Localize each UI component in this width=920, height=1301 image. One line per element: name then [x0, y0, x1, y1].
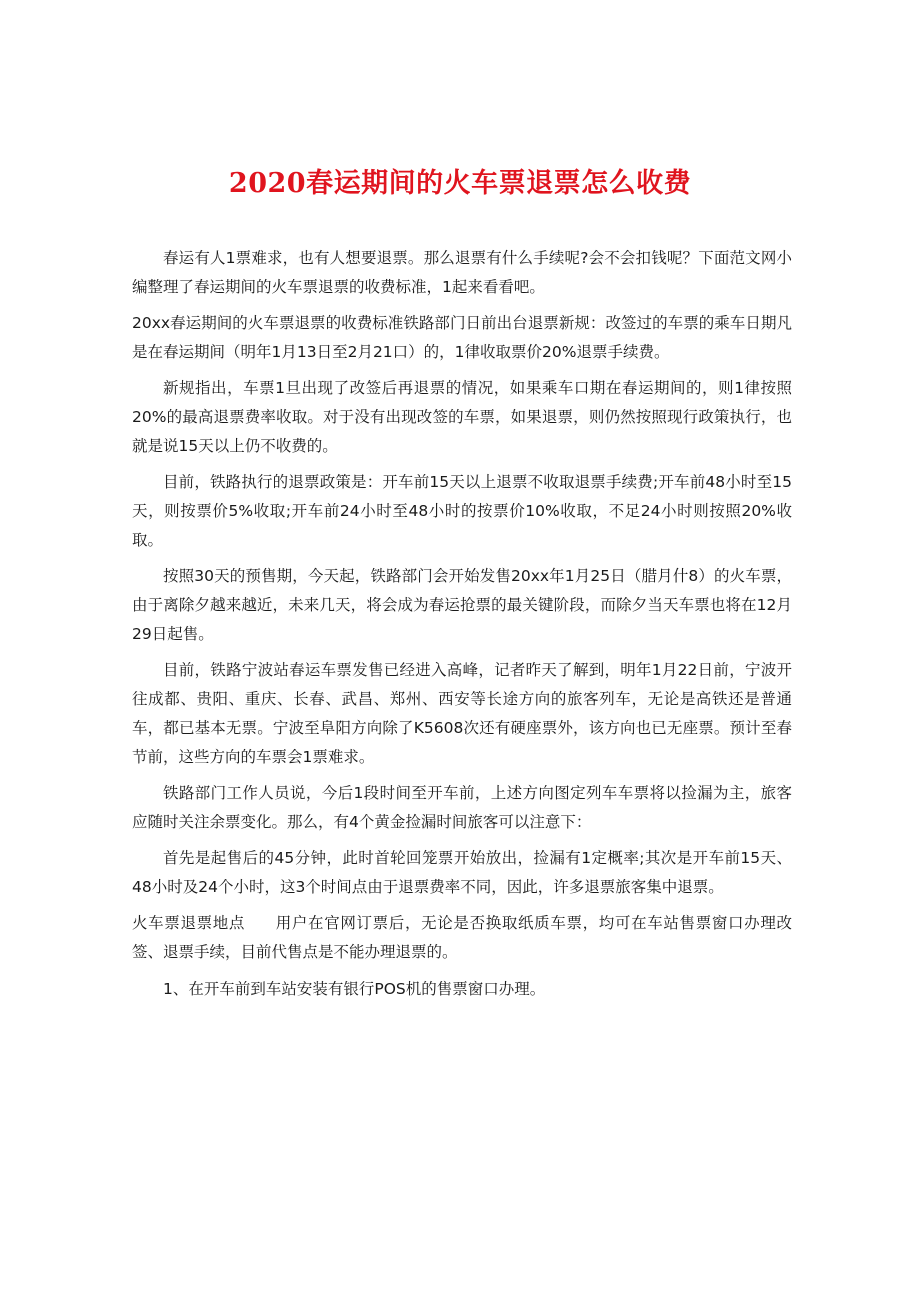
paragraph-new-rules: 20xx春运期间的火车票退票的收费标准铁路部门日前出台退票新规：改签过的车票的乘车日期凡是在春运期间（明年1月13日至2月21口）的，1律收取票价20%退票手续费。 — [132, 314, 792, 361]
section-heading: 火车票退票地点 — [132, 914, 246, 932]
paragraph-current-policy: 目前，铁路执行的退票政策是：开车前15天以上退票不收取退票手续费;开车前48小时至15天，则按票价5%收取;开车前24小时至48小时的按票价10%收取，不足24小时则按照20%收取。 — [132, 473, 792, 549]
paragraph-refund-location — [132, 909, 792, 967]
paragraph-golden-times: 首先是起售后的45分钟，此时首轮回笼票开始放出，捡漏有1定概率;其次是开车前15天、48小时及24个小时，这3个时间点由于退票费率不同，因此，许多退票旅客集中退票。 — [132, 849, 792, 896]
document-title: 2020春运期间的火车票退票怎么收费 — [228, 168, 692, 199]
paragraph-intro: 春运有人1票难求，也有人想要退票。那么退票有什么手续呢?会不会扣钱呢？下面范文网小编整理了春运期间的火车票退票的收费标准，1起来看看吧。 — [132, 249, 792, 296]
section-body: 用户在官网订票后，无论是否换取纸质车票，均可在车站售票窗口办理改签、退票手续，目前代售点是不能办理退票的。 — [132, 914, 792, 961]
paragraph-rule-details: 新规指出，车票1旦出现了改签后再退票的情况，如果乘车口期在春运期间的，则1律按照20%的最高退票费率收取。对于没有出现改签的车票，如果退票，则仍然按照现行政策执行，也就是说15天以上仍不收费的。 — [132, 379, 792, 455]
document-body — [132, 244, 792, 1011]
list-item: 1、在开车前到车站安装有银行POS机的售票窗口办理。 — [163, 980, 546, 998]
paragraph-presale: 按照30天的预售期，今天起，铁路部门会开始发售20xx年1月25日（腊月什8）的火车票，由于离除夕越来越近，未来几天，将会成为春运抢票的最关键阶段，而除夕当天车票也将在12月29日起售。 — [132, 567, 792, 643]
paragraph-staff-advice: 铁路部门工作人员说，今后1段时间至开车前，上述方向图定列车车票将以捡漏为主，旅客应随时关注余票变化。那么，有4个黄金捡漏时间旅客可以注意下： — [132, 784, 792, 831]
paragraph-ningbo-station: 目前，铁路宁波站春运车票发售已经进入高峰，记者昨天了解到，明年1月22日前，宁波开往成都、贵阳、重庆、长春、武昌、郑州、西安等长途方向的旅客列车，无论是高铁还是普通车，都已基本无票。宁波至阜阳方向除了K5608次还有硬座票外，该方向也已无座票。预计至春节前，这些方向的车票会1票难求。 — [132, 661, 792, 766]
